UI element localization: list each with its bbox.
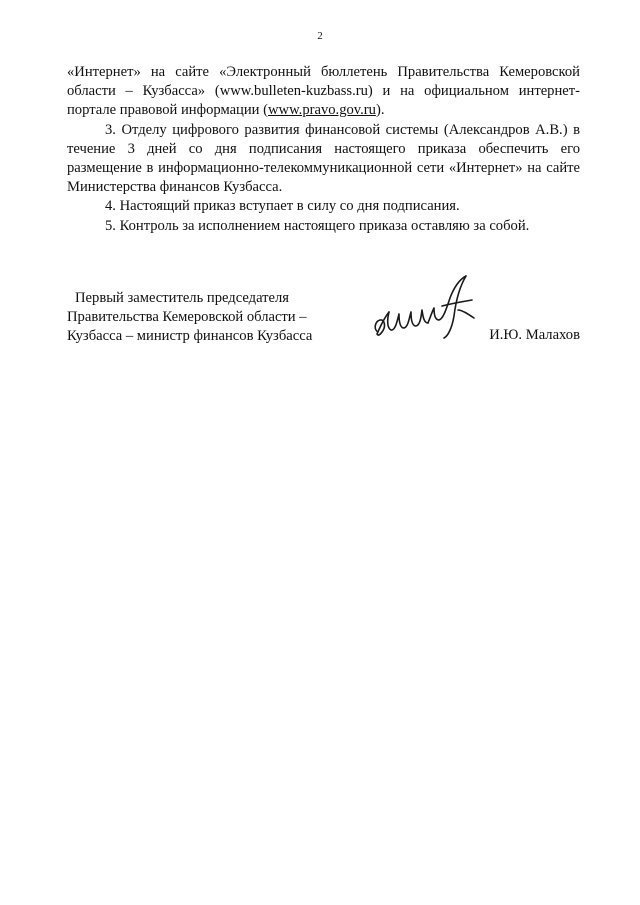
paragraph-item-4: 4. Настоящий приказ вступает в силу со дня подписания. <box>105 198 460 215</box>
position-line: Кузбасса – министр финансов Кузбасса <box>67 328 313 344</box>
signer-position <box>67 289 312 346</box>
handwritten-signature <box>372 270 482 346</box>
paragraph-text: «Интернет» на сайте «Электронный бюллетень Правительства Кемеровской области – Кузбасса» (www.bulleten-kuzbass.ru) и на официальном интернет-портале правовой информации ( <box>67 64 580 119</box>
position-line: Первый заместитель председателя <box>75 290 290 306</box>
paragraph-item-3: 3. Отделу цифрового развития финансовой системы (Александров А.В.) в течение 3 дней со дня подписания настоящего приказа обеспечить его размещение в информационно-телекоммуникационной сети «Интернет» на сайте Министерства финансов Кузбасса. <box>67 121 580 196</box>
document-body <box>67 63 580 236</box>
page-number: 2 <box>317 30 323 42</box>
pravo-link[interactable]: www.pravo.gov.ru <box>268 102 376 119</box>
paragraph-item-5: 5. Контроль за исполнением настоящего приказа оставляю за собой. <box>105 217 530 234</box>
paragraph-continuation <box>67 63 580 121</box>
paragraph-text-end: ). <box>375 102 385 119</box>
position-line: Правительства Кемеровской области – <box>67 309 307 325</box>
signer-name: И.Ю. Малахов <box>489 327 580 343</box>
